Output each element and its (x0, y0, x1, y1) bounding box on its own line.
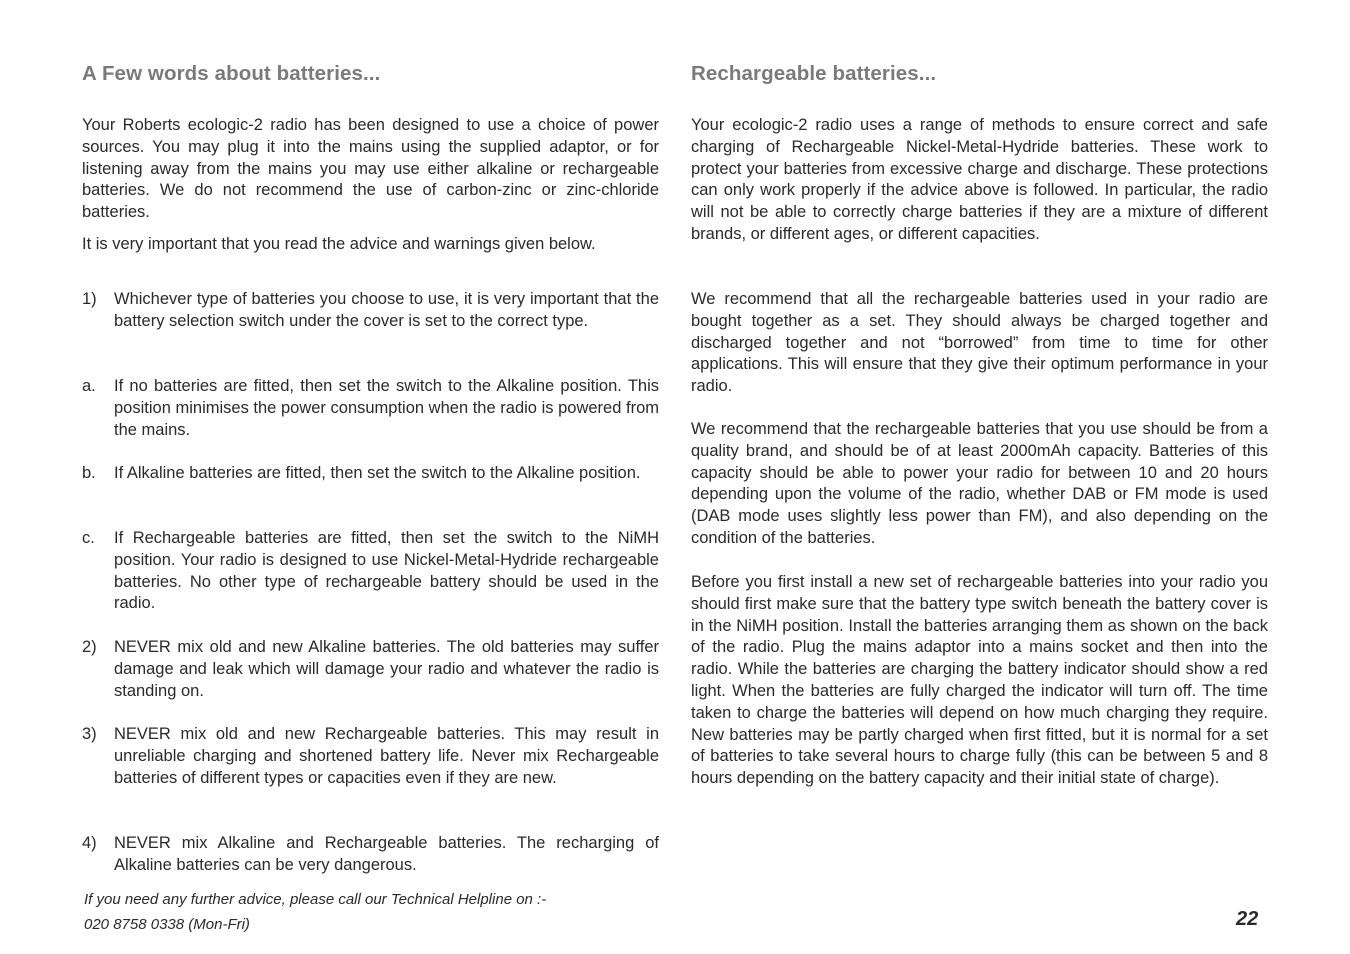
list-item-label: a. (82, 377, 96, 395)
list-item-label: c. (82, 529, 95, 547)
helpline-text: If you need any further advice, please call our Technical Helpline on :- (84, 891, 547, 908)
list-item-text: NEVER mix old and new Rechargeable batteries. This may result in unreliable charging and shortened battery life. Never mix Rechargeable batteries of different types or capacities even if they are new. (114, 725, 659, 787)
list-item (82, 637, 659, 702)
list-item-text: If Rechargeable batteries are fitted, then set the switch to the NiMH position. Your radio is designed to use Nickel-Metal-Hydride rechargeable batteries. No other type of rechargeable battery should be used in the radio. (114, 529, 659, 613)
list-item (82, 463, 659, 485)
page-number: 22 (1236, 908, 1259, 930)
list-item (82, 724, 659, 789)
paragraph: Before you first install a new set of rechargeable batteries into your radio you should first make sure that the battery type switch beneath the battery cover is in the NiMH position. Install the batteries arranging them as shown on the back of the radio. Plug the mains adaptor into a mains socket and then into the radio. While the batteries are charging the battery indicator should show a red light. When the batteries are fully charged the indicator will turn off. The time taken to charge the batteries will depend on how much charging they require. New batteries may be partly charged when first fitted, but it is normal for a set of batteries to take several hours to charge fully (this can be between 5 and 8 hours depending on the battery capacity and their initial state of charge). (691, 573, 1268, 788)
list-item-text: If Alkaline batteries are fitted, then set the switch to the Alkaline position. (114, 464, 641, 482)
list-item (82, 289, 659, 333)
intro-paragraph: Your Roberts ecologic-2 radio has been designed to use a choice of power sources. You may plug it into the mains using the supplied adaptor, or for listening away from the mains you may use either alkaline or rechargeable batteries. We do not recommend the use of carbon-zinc or zinc-chloride batteries. (82, 116, 659, 222)
list-item-text: If no batteries are fitted, then set the switch to the Alkaline position. This position minimises the power consumption when the radio is powered from the mains. (114, 377, 659, 439)
list-item-text: NEVER mix Alkaline and Rechargeable batteries. The recharging of Alkaline batteries can be very dangerous. (114, 834, 659, 874)
list-item-label: 1) (82, 290, 97, 308)
paragraph: We recommend that all the rechargeable batteries used in your radio are bought together as a set. They should always be charged together and discharged together and not “borrowed” from time to time for other applications. This will ensure that they give their optimum performance in your radio. (691, 290, 1268, 396)
list-item-label: 3) (82, 725, 97, 743)
section-heading: Rechargeable batteries... (691, 62, 937, 85)
section-heading: A Few words about batteries... (82, 62, 381, 85)
list-item-text: NEVER mix old and new Alkaline batteries. The old batteries may suffer damage and leak which will damage your radio and whatever the radio is standing on. (114, 638, 659, 700)
important-note: It is very important that you read the advice and warnings given below. (82, 235, 596, 253)
list-item (82, 376, 659, 441)
list-item-label: 4) (82, 834, 97, 852)
list-item (82, 833, 659, 877)
list-item (82, 528, 659, 615)
list-item-text: Whichever type of batteries you choose to use, it is very important that the battery selection switch under the cover is set to the correct type. (114, 290, 659, 330)
paragraph: We recommend that the rechargeable batteries that you use should be from a quality brand, and should be of at least 2000mAh capacity. Batteries of this capacity should be able to power your radio for between 10 and 20 hours depending upon the volume of the radio, whether DAB or FM mode is used (DAB mode uses slightly less power than FM), and also depending on the condition of the batteries. (691, 420, 1268, 547)
paragraph: Your ecologic-2 radio uses a range of methods to ensure correct and safe charging of Rechargeable Nickel-Metal-Hydride batteries. These work to protect your batteries from excessive charge and discharge. These protections can only work properly if the advice above is followed. In particular, the radio will not be able to correctly charge batteries if they are a mixture of different brands, or different ages, or different capacities. (691, 116, 1268, 243)
list-item-label: b. (82, 464, 96, 482)
helpline-number: 020 8758 0338 (Mon-Fri) (84, 916, 250, 933)
list-item-label: 2) (82, 638, 97, 656)
